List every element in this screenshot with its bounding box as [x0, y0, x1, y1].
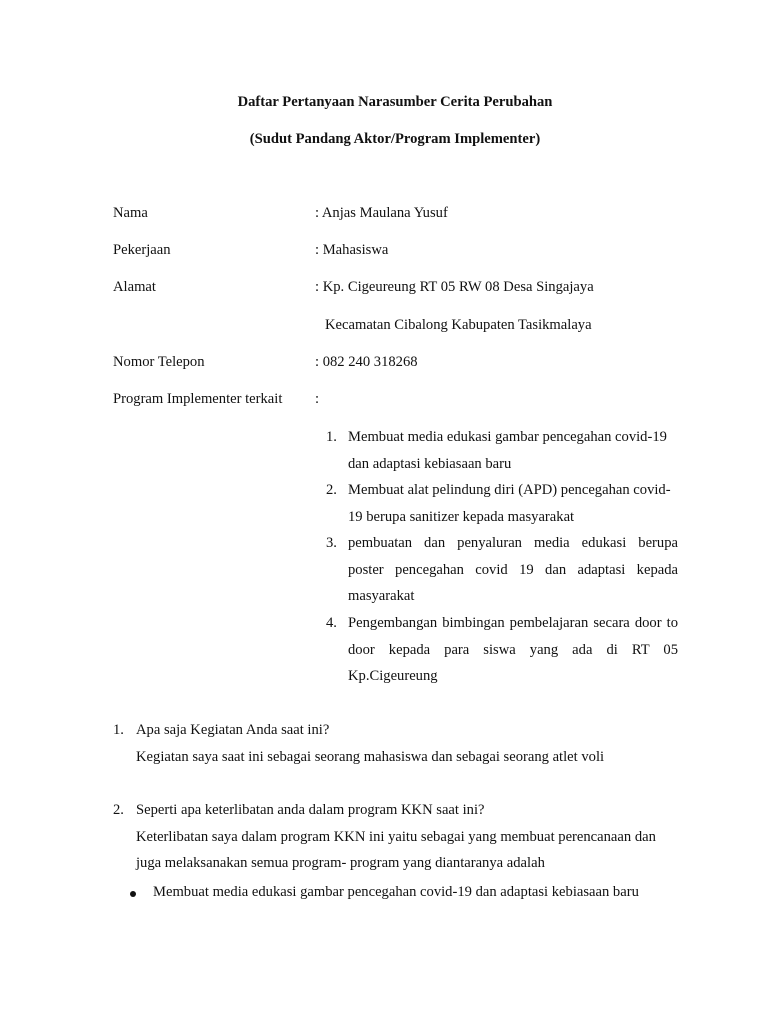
question-number: 2. — [113, 802, 124, 818]
program-number: 1. — [326, 429, 337, 445]
answer-text: juga melaksanakan semua program- program yang diantaranya adalah — [136, 855, 545, 871]
alamat-label: Alamat — [113, 279, 156, 295]
program-number: 4. — [326, 615, 337, 631]
program-item-line: Kp.Cigeureung — [348, 668, 438, 684]
answer-text: Kegiatan saya saat ini sebagai seorang mahasiswa dan sebagai seorang atlet voli — [136, 749, 605, 765]
alamat-value-line-1: : Kp. Cigeureung RT 05 RW 08 Desa Singajaya — [315, 279, 594, 295]
pekerjaan-label: Pekerjaan — [113, 242, 171, 258]
program-number: 3. — [326, 535, 337, 551]
program-item — [348, 429, 678, 482]
question-number: 1. — [113, 722, 124, 738]
document-subtitle: (Sudut Pandang Aktor/Program Implementer) — [249, 131, 541, 147]
program-number: 2. — [326, 482, 337, 498]
alamat-value-line-2: Kecamatan Cibalong Kabupaten Tasikmalaya — [325, 317, 592, 333]
question-text: Seperti apa keterlibatan anda dalam program KKN saat ini? — [136, 802, 485, 818]
program-label: Program Implementer terkait — [113, 391, 283, 407]
program-item-line: Membuat media edukasi gambar pencegahan covid-19 — [348, 429, 667, 445]
telepon-value: : 082 240 318268 — [315, 354, 418, 370]
program-item-line: 19 berupa sanitizer kepada masyarakat — [348, 508, 575, 525]
bullet-item: Membuat media edukasi gambar pencegahan covid-19 dan adaptasi kebiasaan baru — [153, 884, 639, 900]
nama-label: Nama — [113, 205, 148, 221]
nama-value: : Anjas Maulana Yusuf — [315, 205, 448, 221]
program-item-line: dan adaptasi kebiasaan baru — [348, 455, 512, 472]
telepon-label: Nomor Telepon — [113, 354, 205, 370]
program-item — [348, 535, 678, 615]
program-item-line: pembuatan dan penyaluran media edukasi berupa — [348, 535, 678, 551]
pekerjaan-value: : Mahasiswa — [315, 242, 389, 258]
program-item-line: door kepada para siswa yang ada di RT 05 — [348, 641, 678, 658]
program-item-line: Pengembangan bimbingan pembelajaran secara door to — [348, 615, 678, 631]
document-title: Daftar Pertanyaan Narasumber Cerita Perubahan — [237, 94, 553, 110]
program-item — [348, 615, 678, 695]
program-item-line: masyarakat — [348, 588, 415, 604]
program-colon: : — [315, 391, 320, 407]
program-item-line: poster pencegahan covid 19 dan adaptasi kepada — [348, 561, 678, 578]
answer-text: Keterlibatan saya dalam program KKN ini yaitu sebagai yang membuat perencanaan dan — [136, 829, 656, 845]
bullet-icon — [130, 891, 136, 897]
program-item — [348, 482, 678, 535]
program-item-line: Membuat alat pelindung diri (APD) pencegahan covid- — [348, 482, 671, 498]
question-text: Apa saja Kegiatan Anda saat ini? — [136, 722, 330, 738]
